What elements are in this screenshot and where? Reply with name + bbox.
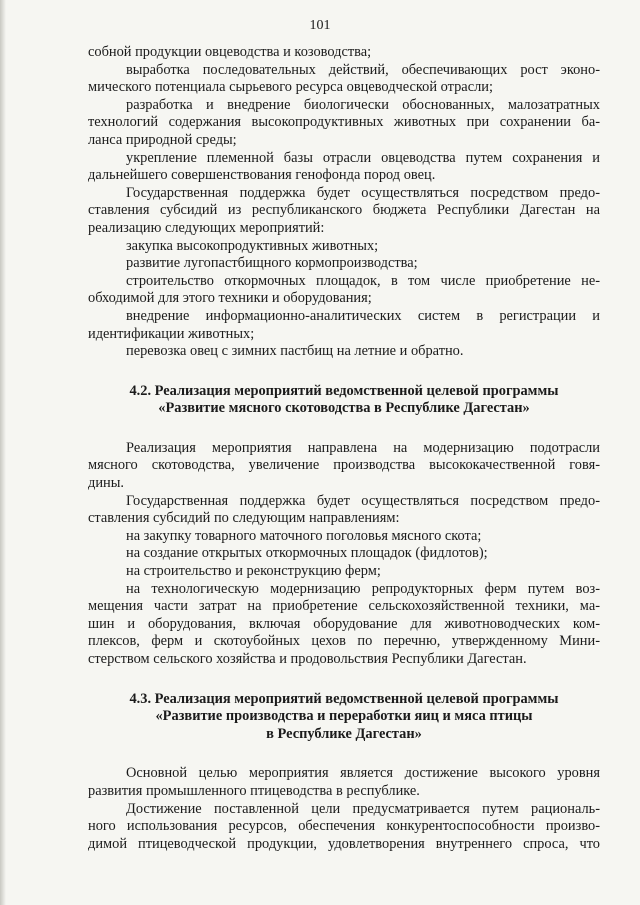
text-line: строительство откормочных площадок, в том числе приобретение не- [126,272,600,289]
heading-4-3 [88,691,600,744]
text-line: реализацию следующих мероприятий: [88,219,325,236]
text-line: Основной целью мероприятия является достижение высокого уровня [126,765,600,782]
text-line: стерством сельского хозяйства и продовольствия Республики Дагестан. [88,651,527,667]
heading-line: «Развитие мясного скотоводства в Республике Дагестан» [158,400,530,417]
text-line: на технологическую модернизацию репродукторных ферм путем воз- [126,580,600,597]
text-line: Реализация мероприятия направлена на модернизацию подотрасли [126,439,600,456]
text-line: плексов, ферм и скотоубойных цехов по перечню, утвержденному Мини- [88,633,600,650]
section-4-3-body [88,765,600,853]
text-line: Государственная поддержка будет осуществляться посредством предо- [126,184,600,201]
text-line: дальнейшего совершенствования генофонда пород овец. [88,167,436,184]
text-line: мясного скотоводства, увеличение производства высококачественной говя- [88,457,600,474]
scan-edge-shadow [0,0,6,905]
text-line: идентификации животных; [88,325,255,342]
text-line: на закупку товарного маточного поголовья мясного скота; [126,527,482,544]
text-line: Достижение поставленной цели предусматривается путем рациональ- [126,800,600,817]
text-line: разработка и внедрение биологически обоснованных, малозатратных [126,96,600,113]
text-line: Государственная поддержка будет осуществляться посредством предо- [126,492,600,509]
text-line: на строительство и реконструкцию ферм; [126,563,381,580]
text-line: закупка высокопродуктивных животных; [126,237,379,254]
section-4-2-body [88,440,600,669]
text-line: выработка последовательных действий, обеспечивающих рост эконо- [126,61,600,78]
heading-line: «Развитие производства и переработки яиц и мяса птицы [155,708,533,725]
text-line: развития промышленного птицеводства в республике. [88,782,420,799]
text-line: технологий содержания высокопродуктивных животных при сохранении ба- [88,114,600,131]
text-line: дины. [88,475,124,492]
text-line: димой птицеводческой продукции, удовлетворения внутреннего спроса, что [88,835,600,852]
text-line: собной продукции овцеводства и козоводства; [88,44,372,60]
heading-line: 4.3. Реализация мероприятий ведомственной целевой программы [129,690,559,707]
text-line: мещения части затрат на приобретение сельскохозяйственной техники, ма- [88,598,600,615]
text-line: перевозка овец с зимних пастбищ на летние и обратно. [126,343,464,360]
section-sheep-measures [88,44,600,361]
heading-line: 4.2. Реализация мероприятий ведомственной целевой программы [129,382,559,399]
text-line: шин и оборудования, включая оборудование для животноводческих ком- [88,615,600,632]
text-line: ланса природной среды; [88,131,237,148]
page-number: 101 [309,18,331,33]
heading-4-2 [88,383,600,418]
text-line: ставления субсидий по следующим направлениям: [88,510,400,527]
text-line: ставления субсидий из республиканского бюджета Республики Дагестан на [88,202,600,219]
text-line: укрепление племенной базы отрасли овцеводства путем сохранения и [126,149,600,166]
text-line: внедрение информационно-аналитических систем в регистрации и [126,307,600,324]
text-line: на создание открытых откормочных площадок (фидлотов); [126,545,488,562]
page-content [88,44,600,853]
text-line: мического потенциала сырьевого ресурса овцеводческой отрасли; [88,79,493,96]
text-line: ного использования ресурсов, обеспечения конкурентоспособности произво- [88,818,600,835]
text-line: развитие лугопастбищного кормопроизводства; [126,255,418,272]
text-line: обходимой для этого техники и оборудования; [88,290,372,307]
heading-line: в Республике Дагестан» [266,725,422,742]
